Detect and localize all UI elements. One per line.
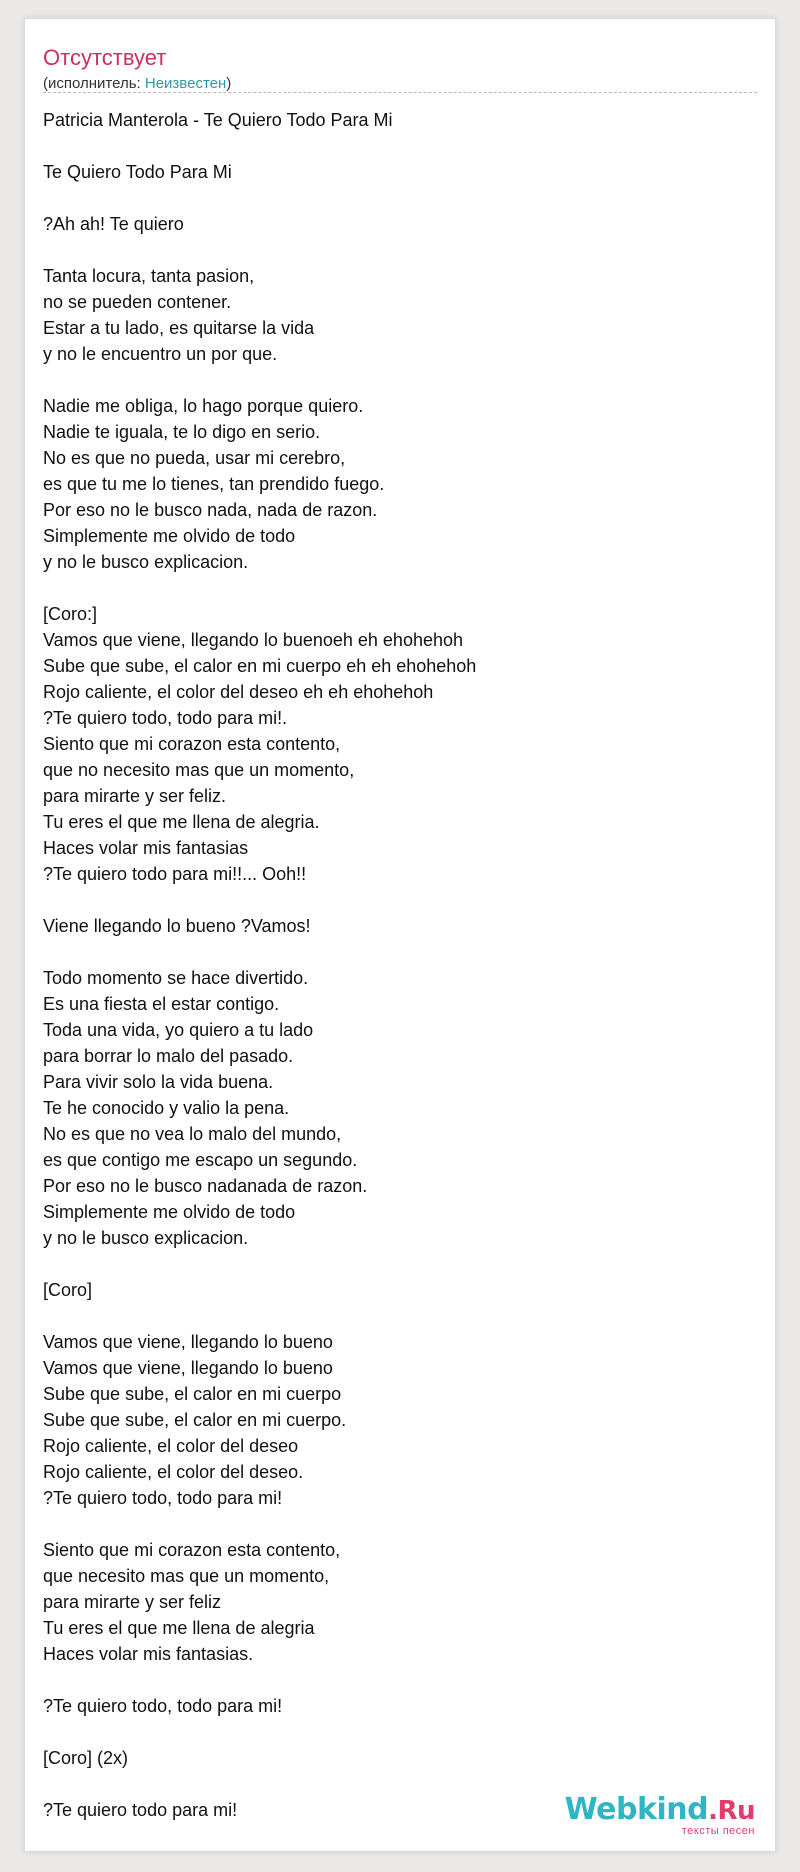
lyrics-line: Vamos que viene, llegando lo buenoeh eh ehohehoh <box>43 630 464 650</box>
lyrics-blank-line <box>43 1303 743 1329</box>
lyrics-line: Nadie te iguala, te lo digo en serio. <box>43 422 321 442</box>
lyrics-blank-line <box>43 1719 743 1745</box>
lyrics-line: [Coro] (2x) <box>43 1748 129 1768</box>
song-title: Отсутствует <box>43 45 167 70</box>
lyrics-blank-line <box>43 185 743 211</box>
lyrics-line: Siento que mi corazon esta contento, <box>43 1540 341 1560</box>
lyrics-line: para borrar lo malo del pasado. <box>43 1046 294 1066</box>
artist-line <box>43 75 231 92</box>
lyrics-line: Para vivir solo la vida buena. <box>43 1072 274 1092</box>
lyrics-blank-line <box>43 1251 743 1277</box>
logo-tagline: тексты песен <box>681 1825 755 1837</box>
lyrics-blank-line <box>43 367 743 393</box>
lyrics-line: Toda una vida, yo quiero a tu lado <box>43 1020 314 1040</box>
lyrics-line: [Coro:] <box>43 604 98 624</box>
logo-main-text: Webkind <box>564 1792 709 1827</box>
lyrics-line: para mirarte y ser feliz. <box>43 786 227 806</box>
lyrics-blank-line <box>43 133 743 159</box>
lyrics-line: Tu eres el que me llena de alegria <box>43 1618 315 1638</box>
lyrics-line: Por eso no le busco nadanada de razon. <box>43 1176 368 1196</box>
lyrics-line: ?Te quiero todo, todo para mi! <box>43 1488 283 1508</box>
lyrics-line: No es que no vea lo malo del mundo, <box>43 1124 342 1144</box>
lyrics-line: Haces volar mis fantasias. <box>43 1644 254 1664</box>
lyrics-line: no se pueden contener. <box>43 292 232 312</box>
lyrics-line: para mirarte y ser feliz <box>43 1592 222 1612</box>
lyrics-line: Vamos que viene, llegando lo bueno <box>43 1332 333 1352</box>
lyrics-line: Vamos que viene, llegando lo bueno <box>43 1358 333 1378</box>
lyrics-line: ?Te quiero todo para mi!!... Ooh!! <box>43 864 307 884</box>
artist-suffix: ) <box>226 75 232 92</box>
lyrics-line: que no necesito mas que un momento, <box>43 760 355 780</box>
lyrics-blank-line <box>43 887 743 913</box>
lyrics-line: Por eso no le busco nada, nada de razon. <box>43 500 378 520</box>
lyrics-line: Es una fiesta el estar contigo. <box>43 994 280 1014</box>
lyrics-line: ?Ah ah! Te quiero <box>43 214 184 234</box>
lyrics-line: Te Quiero Todo Para Mi <box>43 162 232 182</box>
lyrics-line: y no le busco explicacion. <box>43 552 249 572</box>
lyrics-line: Simplemente me olvido de todo <box>43 526 296 546</box>
lyrics-blank-line <box>43 237 743 263</box>
lyrics-line: que necesito mas que un momento, <box>43 1566 330 1586</box>
lyrics-line: No es que no pueda, usar mi cerebro, <box>43 448 346 468</box>
lyrics-line: Haces volar mis fantasias <box>43 838 249 858</box>
lyrics-line: ?Te quiero todo, todo para mi! <box>43 1696 283 1716</box>
lyrics-line: Rojo caliente, el color del deseo eh eh ehohehoh <box>43 682 434 702</box>
artist-link[interactable]: Неизвестен <box>144 75 227 92</box>
artist-prefix: (исполнитель: <box>43 75 145 92</box>
lyrics-card <box>24 18 776 1852</box>
lyrics-line: Estar a tu lado, es quitarse la vida <box>43 318 315 338</box>
lyrics-line: Viene llegando lo bueno ?Vamos! <box>43 916 311 936</box>
lyrics-line: Tu eres el que me llena de alegria. <box>43 812 320 832</box>
lyrics-line: [Coro] <box>43 1280 93 1300</box>
lyrics-blank-line <box>43 939 743 965</box>
lyrics-line: Te he conocido y valio la pena. <box>43 1098 290 1118</box>
lyrics-line: es que contigo me escapo un segundo. <box>43 1150 358 1170</box>
lyrics-line: Patricia Manterola - Te Quiero Todo Para Mi <box>43 110 393 130</box>
lyrics-line: Siento que mi corazon esta contento, <box>43 734 341 754</box>
lyrics-line: y no le busco explicacion. <box>43 1228 249 1248</box>
lyrics-line: y no le encuentro un por que. <box>43 344 278 364</box>
lyrics-line: Rojo caliente, el color del deseo. <box>43 1462 304 1482</box>
logo-wordmark <box>565 1794 755 1827</box>
site-logo[interactable] <box>565 1794 755 1837</box>
lyrics-blank-line <box>43 1667 743 1693</box>
lyrics-line: Sube que sube, el calor en mi cuerpo eh eh ehohehoh <box>43 656 477 676</box>
logo-tld: .Ru <box>708 1796 755 1826</box>
lyrics-line: Tanta locura, tanta pasion, <box>43 266 255 286</box>
lyrics-body <box>43 107 743 1823</box>
lyrics-line: ?Te quiero todo, todo para mi!. <box>43 708 288 728</box>
lyrics-blank-line <box>43 1511 743 1537</box>
lyrics-line: Todo momento se hace divertido. <box>43 968 309 988</box>
lyrics-line: Simplemente me olvido de todo <box>43 1202 296 1222</box>
lyrics-line: es que tu me lo tienes, tan prendido fuego. <box>43 474 385 494</box>
lyrics-line: Nadie me obliga, lo hago porque quiero. <box>43 396 364 416</box>
header-divider <box>43 92 757 93</box>
lyrics-blank-line <box>43 575 743 601</box>
lyrics-line: ?Te quiero todo para mi! <box>43 1800 238 1820</box>
lyrics-line: Sube que sube, el calor en mi cuerpo. <box>43 1410 347 1430</box>
lyrics-line: Sube que sube, el calor en mi cuerpo <box>43 1384 342 1404</box>
lyrics-line: Rojo caliente, el color del deseo <box>43 1436 299 1456</box>
